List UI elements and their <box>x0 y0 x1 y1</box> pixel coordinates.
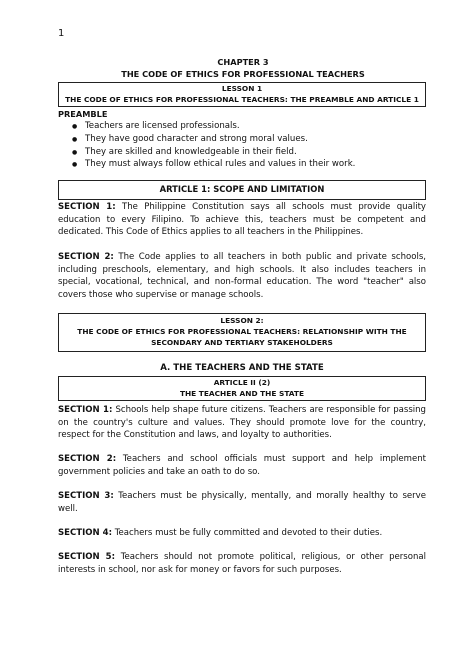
section-label: SECTION 3: <box>58 491 114 501</box>
article-2-section-5 <box>58 551 426 576</box>
section-label: SECTION 2: <box>58 252 114 262</box>
section-label: SECTION 5: <box>58 552 116 562</box>
article-2-label: ARTICLE II (2) <box>213 378 271 387</box>
article-1-box <box>58 180 426 200</box>
preamble-list <box>58 120 355 171</box>
section-text: The Code applies to all teachers in both public and private schools, including preschools, elementary, and high schools. It also includes teachers in special, vocational, technical, and non-formal education. The word "teacher" also covers those who supervise or manage schools. <box>58 252 426 300</box>
lesson-2-label: LESSON 2: <box>220 316 264 325</box>
section-text: Schools help shape future citizens. Teachers are responsible for passing on the country's culture and values. They should promote love for the country, respect for the Constitution and laws, and loyalty to authorities. <box>58 405 426 441</box>
list-item: ● They have good character and strong moral values. <box>85 133 355 146</box>
section-text: Teachers must be physically, mentally, and morally healthy to serve well. <box>58 491 427 514</box>
section-text: Teachers must be fully committed and devoted to their duties. <box>112 528 383 538</box>
lesson-1-label: LESSON 1 <box>221 84 263 93</box>
lesson-1-title: THE CODE OF ETHICS FOR PROFESSIONAL TEACHERS: THE PREAMBLE AND ARTICLE 1 <box>65 94 419 104</box>
lesson-2-title-line-1: THE CODE OF ETHICS FOR PROFESSIONAL TEACHERS: RELATIONSHIP WITH THE <box>77 326 407 336</box>
article-2-section-4 <box>58 527 426 540</box>
section-text: Teachers and school officials must support and help implement government policies and take an oath to do so. <box>58 454 426 477</box>
lesson-1-box <box>58 82 426 107</box>
preamble-heading: PREAMBLE <box>58 109 108 119</box>
section-label: SECTION 1: <box>58 202 116 212</box>
page-number: 1 <box>58 28 65 39</box>
chapter-title: THE CODE OF ETHICS FOR PROFESSIONAL TEACHERS <box>121 68 365 79</box>
section-text: Teachers should not promote political, religious, or other personal interests in school, nor ask for money or favors for such purposes. <box>58 552 426 575</box>
section-label: SECTION 1: <box>58 405 113 415</box>
article-2-title: THE TEACHER AND THE STATE <box>179 388 305 398</box>
section-label: SECTION 4: <box>58 528 113 538</box>
article-1-section-2 <box>58 251 426 301</box>
list-item: ● They are skilled and knowledgeable in their field. <box>85 146 355 159</box>
section-a-heading: A. THE TEACHERS AND THE STATE <box>160 363 324 373</box>
article-1-title: ARTICLE 1: SCOPE AND LIMITATION <box>159 184 325 194</box>
list-item: ● Teachers are licensed professionals. <box>85 120 355 133</box>
list-item: ● They must always follow ethical rules and values in their work. <box>85 158 355 171</box>
chapter-heading <box>58 57 428 80</box>
article-2-section-3 <box>58 490 426 515</box>
article-1-section-1 <box>58 201 426 239</box>
article-2-box <box>58 376 426 401</box>
article-2-section-1 <box>58 404 426 442</box>
article-2-section-2 <box>58 453 426 478</box>
lesson-2-box <box>58 313 426 352</box>
section-label: SECTION 2: <box>58 454 117 464</box>
section-text: The Philippine Constitution says all schools must provide quality education to every Filipino. To achieve this, teachers must be competent and dedicated. This Code of Ethics applies to all teachers in the Philippines. <box>58 202 426 238</box>
lesson-2-title-line-2: SECONDARY AND TERTIARY STAKEHOLDERS <box>151 337 333 347</box>
chapter-number: CHAPTER 3 <box>217 57 269 67</box>
